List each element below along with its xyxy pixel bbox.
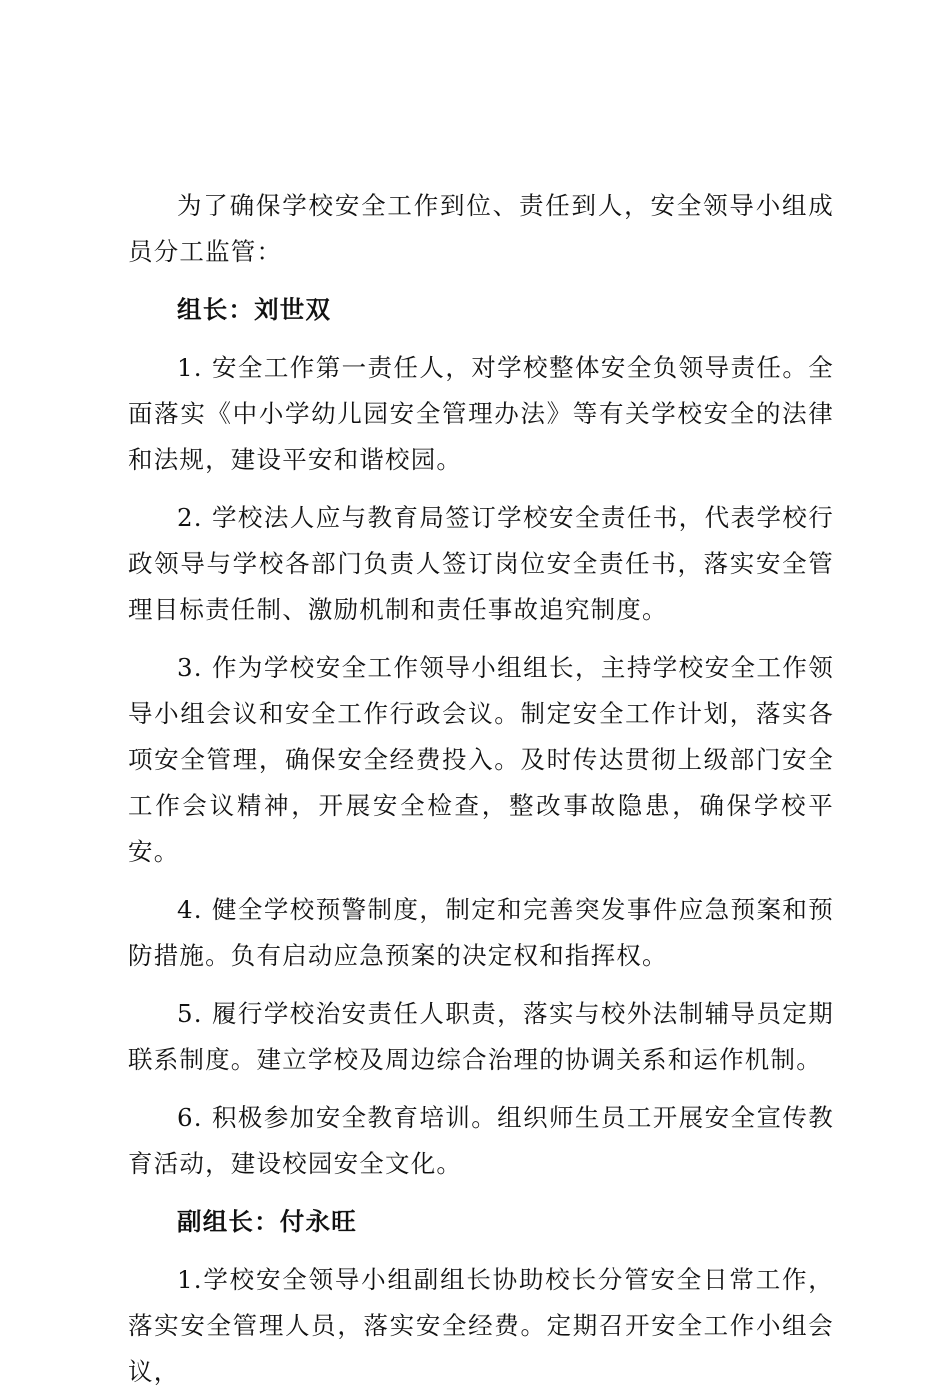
leader-duty-2: 2. 学校法人应与教育局签订学校安全责任书，代表学校行政领导与学校各部门负责人签订岗位安全责任书，落实安全管理目标责任制、激励机制和责任事故追究制度。 (128, 503, 834, 624)
leader-duty-1: 1. 安全工作第一责任人，对学校整体安全负领导责任。全面落实《中小学幼儿园安全管理办法》等有关学校安全的法律和法规，建设平安和谐校园。 (128, 353, 834, 474)
deputy-duty-1: 1.学校安全领导小组副组长协助校长分管安全日常工作，落实安全管理人员，落实安全经费。定期召开安全工作小组会议， (128, 1265, 834, 1386)
section-heading-leader: 组长：刘世双 (177, 295, 332, 324)
section-heading-deputy-leader: 副组长：付永旺 (177, 1207, 357, 1236)
leader-duty-6: 6. 积极参加安全教育培训。组织师生员工开展安全宣传教育活动，建设校园安全文化。 (128, 1103, 834, 1178)
leader-duty-5: 5. 履行学校治安责任人职责，落实与校外法制辅导员定期联系制度。建立学校及周边综合治理的协调关系和运作机制。 (128, 999, 834, 1074)
leader-duty-4: 4. 健全学校预警制度，制定和完善突发事件应急预案和预防措施。负有启动应急预案的决定权和指挥权。 (128, 895, 834, 970)
leader-duty-3: 3. 作为学校安全工作领导小组组长，主持学校安全工作领导小组会议和安全工作行政会议。制定安全工作计划，落实各项安全管理，确保安全经费投入。及时传达贯彻上级部门安全工作会议精神，开展安全检查，整改事故隐患，确保学校平安。 (128, 653, 834, 866)
intro-paragraph: 为了确保学校安全工作到位、责任到人，安全领导小组成员分工监管： (128, 191, 834, 266)
document-body (128, 183, 834, 1395)
